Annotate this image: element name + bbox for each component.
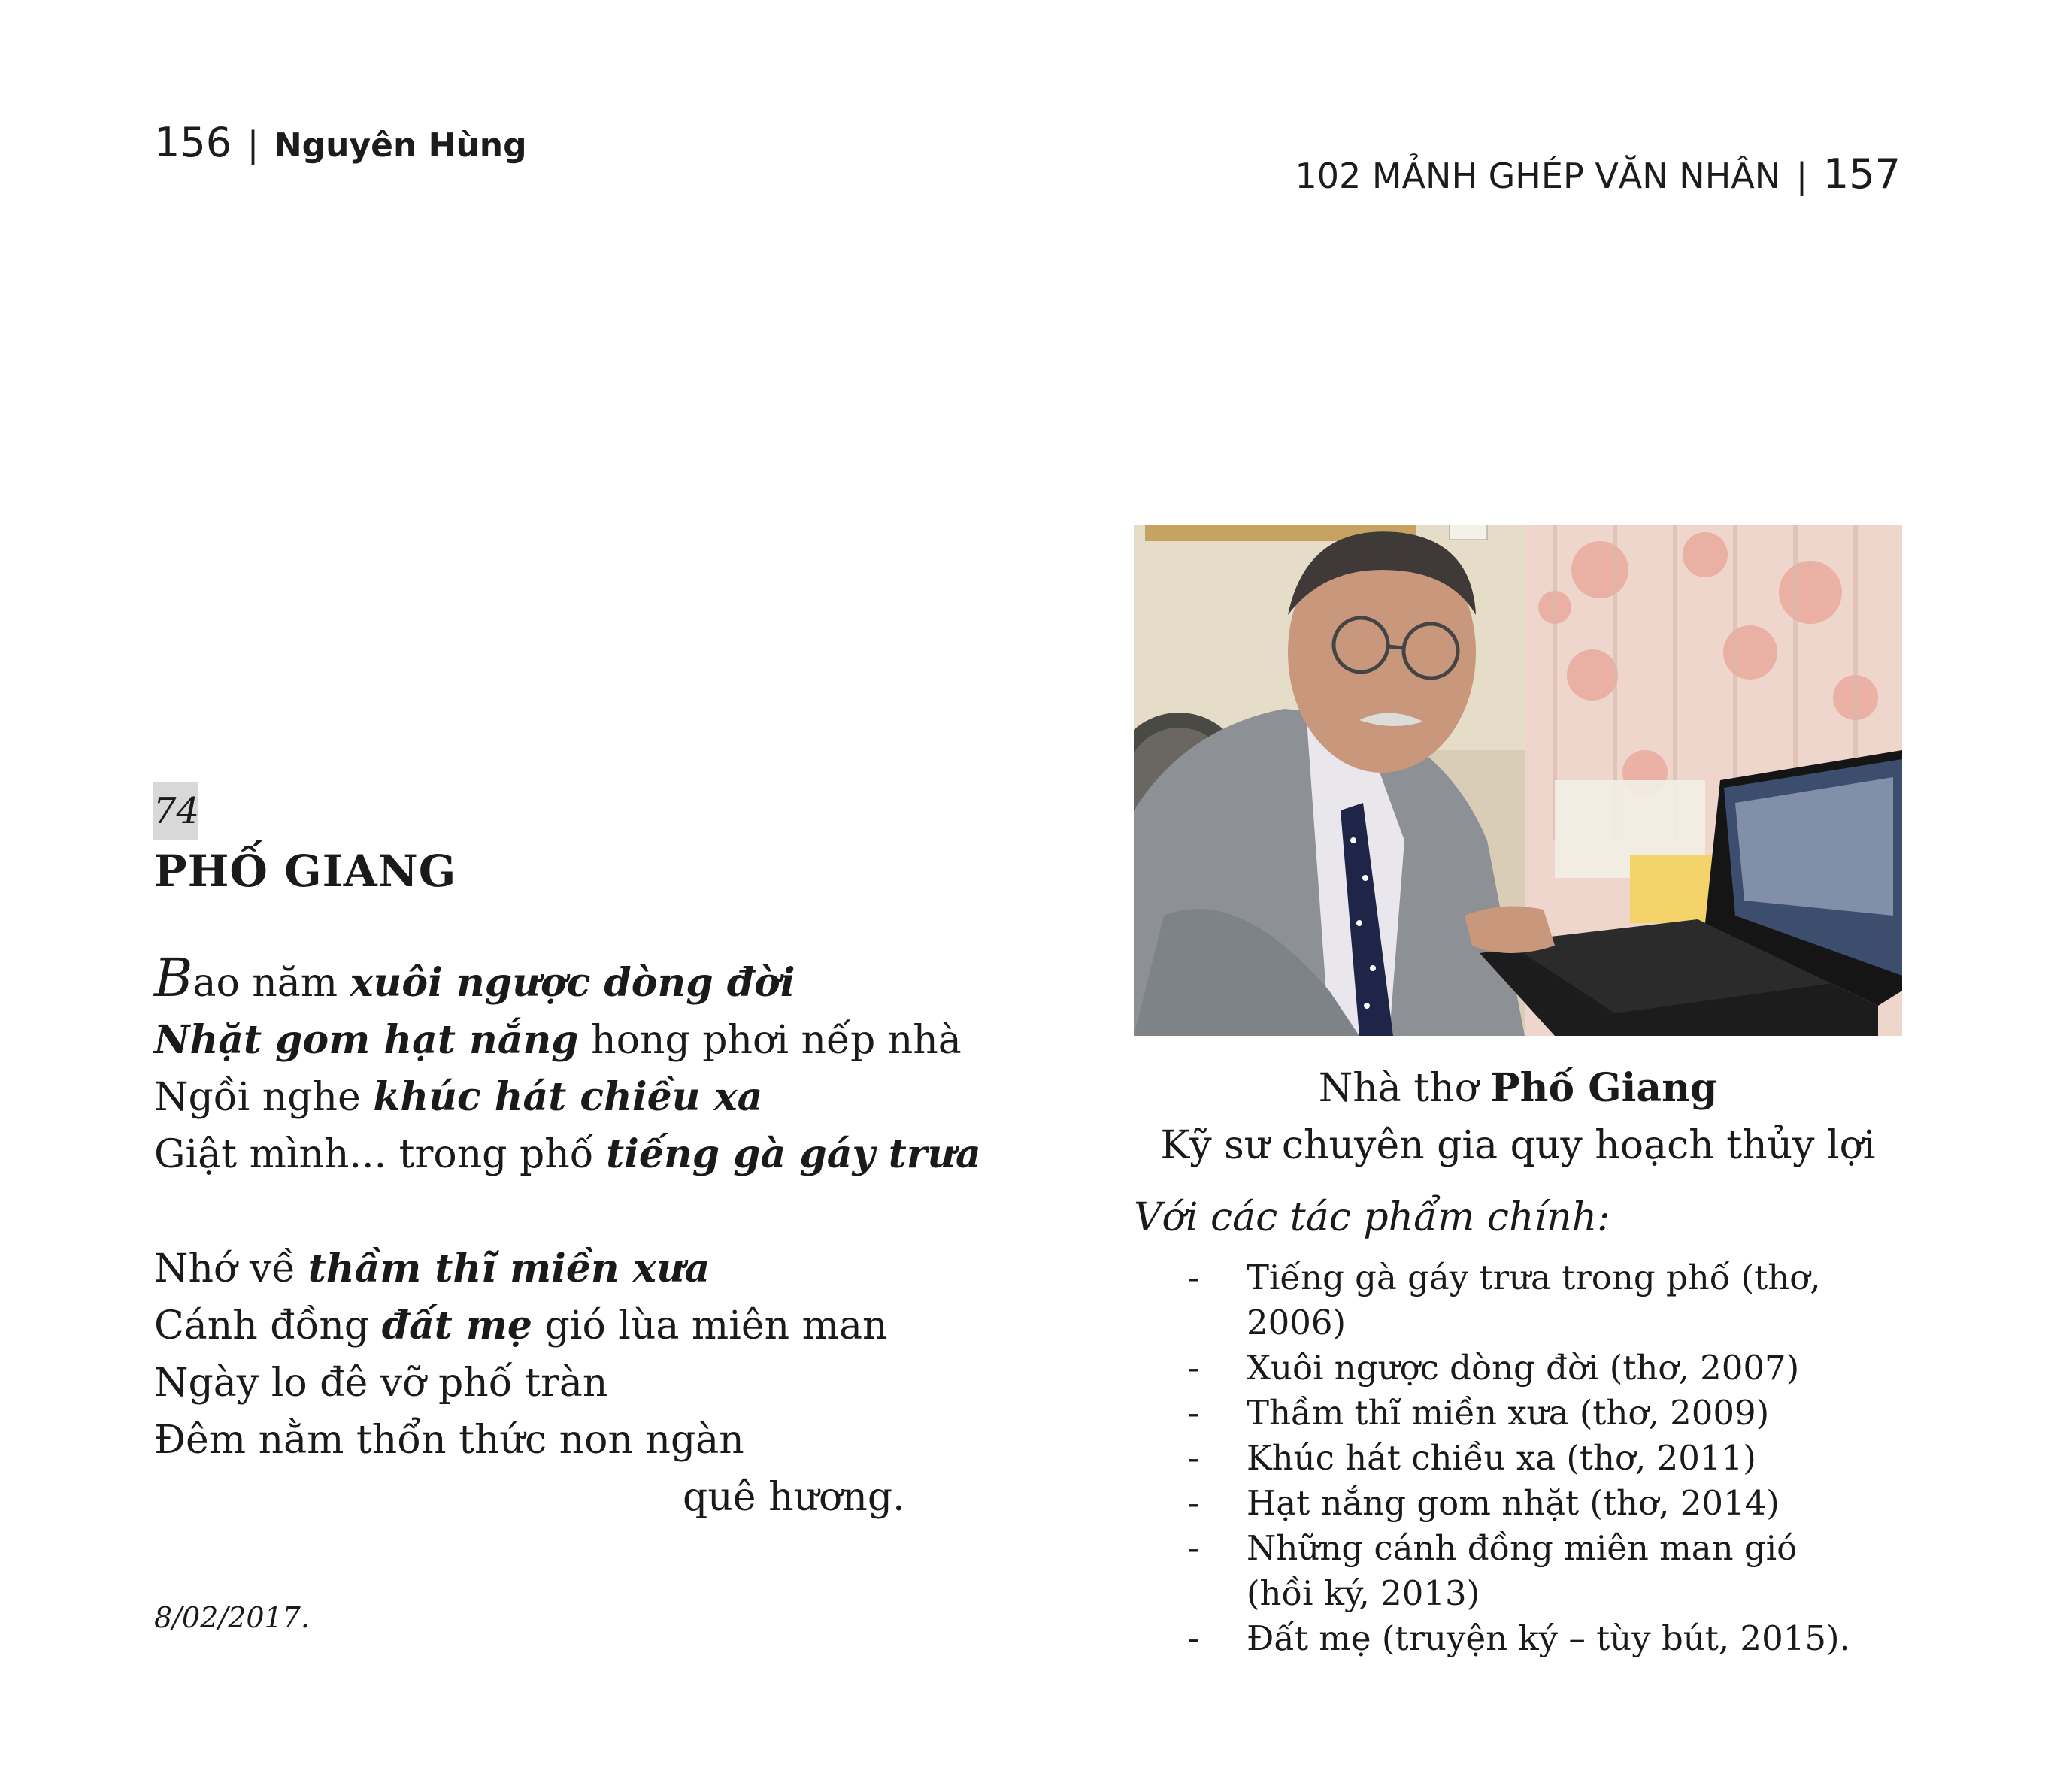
left-page-header [154, 119, 527, 166]
caption-name: Phố Giang [1490, 1065, 1718, 1111]
works-heading: Với các tác phẩm chính: [1134, 1195, 1610, 1240]
stanza-break [154, 1183, 981, 1240]
list-item-text [1247, 1526, 1797, 1616]
poem-text: Cánh đồng [154, 1303, 382, 1349]
poem [154, 947, 981, 1526]
poem-emphasis: Nhặt gom hạt nắng [154, 1017, 579, 1063]
poem-emphasis: khúc hát chiều xa [373, 1074, 763, 1120]
portrait-photo [1134, 525, 1902, 1036]
right-page-number: 157 [1822, 150, 1901, 198]
list-dash: - [1188, 1483, 1200, 1523]
poem-line [154, 1240, 981, 1297]
poem-text: Nhớ về [154, 1246, 308, 1291]
poem-line: quê hương. [683, 1475, 905, 1520]
book-title: 102 MẢNH GHÉP VĂN NHÂN [1295, 156, 1781, 196]
list-item [1188, 1616, 1910, 1661]
list-item-text: Hạt nắng gom nhặt (thơ, 2014) [1247, 1483, 1780, 1523]
poem-text: Ngồi nghe [154, 1075, 374, 1120]
caption-role: Nhà thơ [1318, 1066, 1491, 1111]
list-item-text: Đất mẹ (truyện ký – tùy bút, 2015). [1247, 1618, 1850, 1658]
list-item-text: Khúc hát chiều xa (thơ, 2011) [1247, 1438, 1756, 1478]
works-list [1188, 1255, 1910, 1661]
list-item [1188, 1481, 1910, 1526]
left-page-number: 156 [154, 119, 232, 166]
poem-text: Giật mình... trong phố [154, 1132, 607, 1177]
poem-date: 8/02/2017. [154, 1601, 310, 1634]
list-dash: - [1188, 1438, 1200, 1478]
poem-emphasis: đất mẹ [381, 1303, 532, 1349]
poem-line [154, 1126, 981, 1183]
list-dash: - [1188, 1258, 1200, 1297]
list-item-text: Thầm thĩ miền xưa (thơ, 2009) [1247, 1393, 1770, 1433]
list-item-text-line: Những cánh đồng miên man gió [1247, 1528, 1798, 1568]
list-item [1188, 1255, 1910, 1346]
poem-text: gió lùa miên man [532, 1303, 888, 1349]
header-separator: | [1795, 156, 1808, 196]
list-item-text-line: (hồi ký, 2013) [1247, 1573, 1480, 1613]
poem-emphasis: thầm thĩ miền xưa [307, 1246, 710, 1291]
list-dash: - [1188, 1348, 1200, 1388]
drop-cap: B [154, 947, 193, 1009]
list-item [1188, 1391, 1910, 1436]
poem-line: Đêm nằm thổn thức non ngàn [154, 1418, 744, 1463]
poem-text: hong phơi nếp nhà [578, 1018, 962, 1063]
poem-line: Ngày lo đê vỡ phố tràn [154, 1361, 608, 1406]
list-item [1188, 1526, 1910, 1616]
poem-emphasis: tiếng gà gáy trưa [606, 1131, 981, 1177]
poem-line [154, 947, 981, 1012]
list-item [1188, 1346, 1910, 1391]
poem-line [154, 1297, 981, 1355]
right-page-header [1295, 150, 1901, 198]
poem-title: PHỐ GIANG [154, 846, 457, 897]
list-item [1188, 1436, 1910, 1481]
list-dash: - [1188, 1393, 1200, 1433]
list-dash: - [1188, 1618, 1200, 1658]
entry-number: 74 [153, 782, 198, 840]
header-separator: | [247, 124, 259, 165]
list-item-text: Xuôi ngược dòng đời (thơ, 2007) [1247, 1348, 1800, 1388]
caption-line-2: Kỹ sư chuyên gia quy hoạch thủy lợi [1160, 1123, 1876, 1168]
photo-caption [1134, 1060, 1902, 1174]
poem-text: ao năm [192, 961, 350, 1006]
list-dash: - [1188, 1528, 1200, 1568]
caption-line-1 [1134, 1060, 1902, 1117]
book-author: Nguyên Hùng [274, 126, 527, 165]
portrait-illustration [1134, 525, 1902, 1036]
list-item-text: Tiếng gà gáy trưa trong phố (thơ, 2006) [1247, 1258, 1821, 1342]
poem-line [154, 1069, 981, 1126]
poem-emphasis: xuôi ngược dòng đời [350, 960, 795, 1006]
poem-line [154, 1012, 981, 1069]
